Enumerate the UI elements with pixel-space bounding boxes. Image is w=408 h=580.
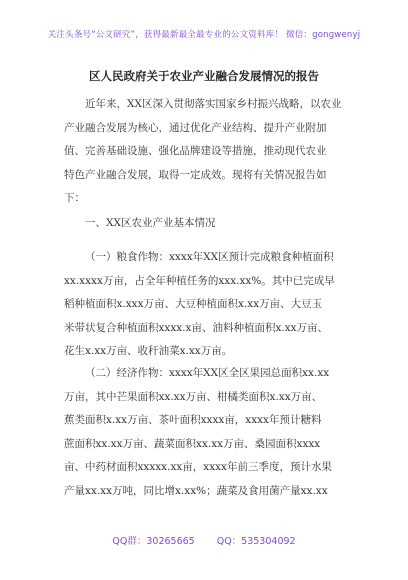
text-line: 下： (64, 192, 85, 205)
text-line: （一）粮食作物：xxxx年XX区预计完成粮食种植面积 (85, 251, 334, 263)
text-line: 值、完善基础设施、强化品牌建设等措施，推动现代农业 (64, 145, 327, 158)
text-line: 特色产业融合发展，取得一定成效。现将有关情况报告如 (64, 168, 327, 181)
footer-qq: QQ：535304092 (216, 536, 296, 547)
footer (0, 533, 408, 547)
text-line: 蕉类面积x.xx万亩、茶叶面积xxxx亩，xxxx年预计糖料 (64, 414, 322, 427)
intro-paragraph (64, 93, 346, 211)
document-title: 区人民政府关于农业产业融合发展情况的报告 (89, 69, 319, 83)
text-line: xx.xxxx万亩，占全年种植任务的xxx.xx%。其中已完成早 (64, 274, 335, 287)
text-line: 稻种植面积x.xxx万亩、大豆种植面积x.xx万亩、大豆玉 (64, 298, 323, 311)
header-notice: 关注头条号“公文研究”，获得最新最全最专业的公文资料库！ 微信：gongwenyj (47, 30, 361, 40)
text-line: 万亩，其中芒果面积xx.xx万亩、柑橘类面积x.xx万亩、 (64, 390, 323, 403)
section-heading (64, 212, 346, 236)
text-line: 近年来，XX区深入贯彻落实国家乡村振兴战略，以农业 (85, 98, 342, 110)
text-line: 花生x.xx万亩、收秆油菜x.xx万亩。 (64, 345, 233, 358)
text-line: 产量xx.xx万吨，同比增x.xx%；蔬菜及食用菌产量xx.xx (64, 484, 328, 497)
text-line: 米带状复合种植面积xxxx.x亩、油料种植面积x.xx万亩、 (64, 321, 329, 334)
text-line: 亩、中药材面积xxxxx.xx亩，xxxx年前三季度，预计水果 (64, 461, 332, 474)
economic-paragraph (64, 362, 346, 504)
grain-paragraph (64, 246, 346, 364)
section1-heading: 一、XX区农业产业基本情况 (85, 217, 216, 229)
footer-qq-group: QQ群：30265665 (112, 536, 195, 547)
text-line: （二）经济作物：xxxx年XX区全区果园总面积xx.xx (85, 367, 330, 379)
text-line: 蔗面积xx.xx万亩、蔬菜面积xx.xx万亩、桑园面积xxxx (64, 437, 321, 450)
text-line: 产业融合发展为核心，通过优化产业结构、提升产业附加 (64, 121, 327, 134)
